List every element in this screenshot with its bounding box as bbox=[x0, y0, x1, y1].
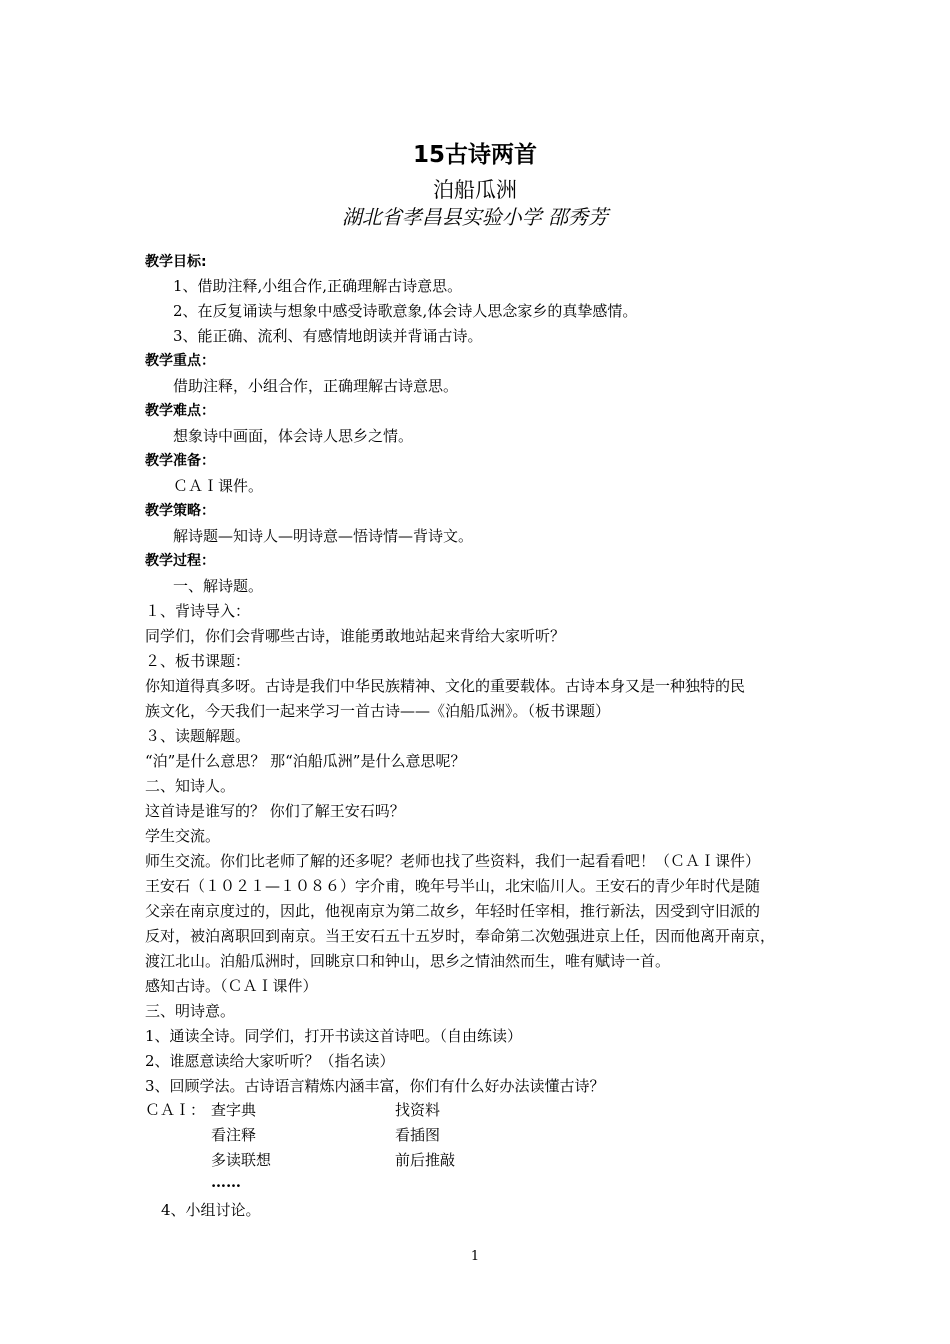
method-item: 多读联想 bbox=[211, 1151, 272, 1169]
process-line: 一、解诗题。 bbox=[173, 577, 264, 595]
process-line: 4、小组讨论。 bbox=[161, 1201, 261, 1219]
process-line: 你知道得真多呀。古诗是我们中华民族精神、文化的重要载体。古诗本身又是一种独特的民 bbox=[145, 677, 746, 695]
process-line: 师生交流。你们比老师了解的还多呢？老师也找了些资料，我们一起看看吧！（ＣＡＩ课件） bbox=[145, 852, 761, 870]
method-item: 查字典 bbox=[211, 1101, 257, 1119]
process-line: 二、知诗人。 bbox=[145, 777, 236, 795]
method-ellipsis: …… bbox=[211, 1173, 241, 1191]
process-line: 三、明诗意。 bbox=[145, 1002, 236, 1020]
goals-heading: 教学目标: bbox=[145, 254, 207, 270]
document-title: 15古诗两首 bbox=[412, 142, 537, 168]
process-line: 3、回顾学法。古诗语言精炼内涵丰富，你们有什么好办法读懂古诗？ bbox=[145, 1077, 605, 1095]
process-line: “泊”是什么意思？ 那“泊船瓜洲”是什么意思呢？ bbox=[145, 752, 466, 770]
process-line: 父亲在南京度过的，因此，他视南京为第二故乡，年轻时任宰相，推行新法，因受到守旧派的 bbox=[145, 902, 761, 920]
process-line: 渡江北山。泊船瓜洲时，回眺京口和钟山，思乡之情油然而生，唯有赋诗一首。 bbox=[145, 952, 671, 970]
process-line: ３、读题解题。 bbox=[145, 727, 251, 745]
goal-1: 1、借助注释,小组合作,正确理解古诗意思。 bbox=[173, 277, 463, 295]
prep-text: ＣＡＩ课件。 bbox=[173, 477, 264, 495]
key-heading: 教学重点： bbox=[145, 353, 215, 369]
process-line: 感知古诗。（ＣＡＩ课件） bbox=[145, 977, 318, 995]
poem-title: 泊船瓜洲 bbox=[433, 178, 517, 202]
method-item: 前后推敲 bbox=[395, 1151, 456, 1169]
process-line: １、背诗导入： bbox=[145, 602, 251, 620]
author-line: 湖北省孝昌县实验小学 邵秀芳 bbox=[341, 205, 609, 229]
method-item: 看注释 bbox=[211, 1126, 257, 1144]
process-line: 学生交流。 bbox=[145, 827, 221, 845]
process-line: 同学们，你们会背哪些古诗，谁能勇敢地站起来背给大家听听？ bbox=[145, 627, 566, 645]
difficult-heading: 教学难点： bbox=[145, 403, 215, 419]
cai-label: ＣＡＩ： bbox=[145, 1101, 206, 1119]
prep-heading: 教学准备： bbox=[145, 453, 215, 469]
key-text: 借助注释，小组合作，正确理解古诗意思。 bbox=[173, 377, 459, 395]
strategy-text: 解诗题—知诗人—明诗意—悟诗情—背诗文。 bbox=[173, 527, 474, 545]
method-item: 看插图 bbox=[395, 1126, 441, 1144]
goal-2: 2、在反复诵读与想象中感受诗歌意象,体会诗人思念家乡的真挚感情。 bbox=[173, 302, 638, 320]
method-item: 找资料 bbox=[395, 1101, 441, 1119]
process-line: 2、谁愿意读给大家听听？（指名读） bbox=[145, 1052, 395, 1070]
goal-3: 3、能正确、流利、有感情地朗读并背诵古诗。 bbox=[173, 327, 483, 345]
process-line: 王安石（１０２１—１０８６）字介甫，晚年号半山，北宋临川人。王安石的青少年时代是随 bbox=[145, 877, 761, 895]
process-heading: 教学过程： bbox=[145, 553, 215, 569]
process-line: 1、通读全诗。同学们，打开书读这首诗吧。（自由练读） bbox=[145, 1027, 523, 1045]
difficult-text: 想象诗中画面，体会诗人思乡之情。 bbox=[173, 427, 414, 445]
strategy-heading: 教学策略： bbox=[145, 503, 215, 519]
process-line: 族文化，今天我们一起来学习一首古诗——《泊船瓜洲》。（板书课题） bbox=[145, 702, 611, 720]
process-line: ２、板书课题： bbox=[145, 652, 251, 670]
process-line: 这首诗是谁写的？ 你们了解王安石吗？ bbox=[145, 802, 405, 820]
page-number: 1 bbox=[470, 1249, 480, 1264]
process-line: 反对，被泊离职回到南京。当王安石五十五岁时，奉命第二次勉强进京上任，因而他离开南京， bbox=[145, 927, 776, 945]
